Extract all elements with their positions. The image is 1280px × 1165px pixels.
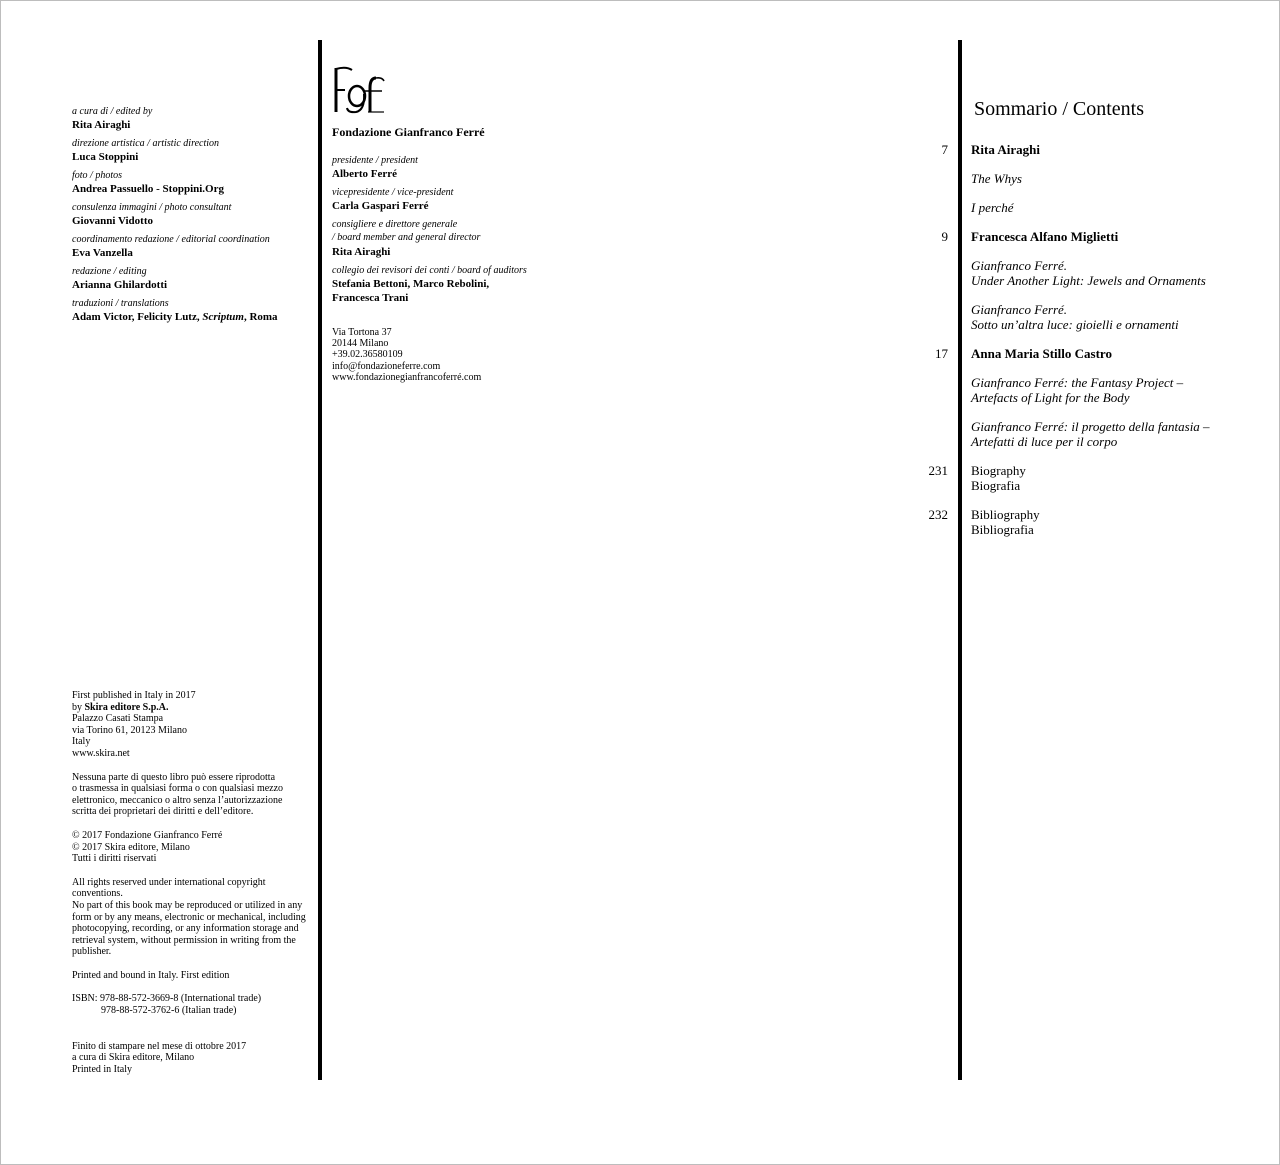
text-line: www.skira.net [72, 747, 130, 759]
credits-column [72, 106, 312, 330]
text-line: Finito di stampare nel mese di ottobre 2017 [72, 1040, 247, 1052]
credit-translations [72, 298, 312, 324]
credit-editorial-coordination [72, 234, 312, 260]
credit-role: foto / photos [72, 170, 123, 181]
toc-entry [900, 142, 1260, 215]
address-city: 20144 Milano [332, 338, 389, 350]
address-street: Via Tortona 37 [332, 327, 392, 338]
text-line: Palazzo Casati Stampa [72, 713, 164, 725]
credit-art-direction [72, 138, 312, 164]
text-line: o trasmessa in qualsiasi forma o con qualsiasi mezzo [72, 783, 284, 795]
board-name: Stefania Bettoni, Marco Rebolini, [332, 278, 490, 290]
credit-name: Luca Stoppini [72, 151, 139, 163]
rights-english [72, 877, 312, 958]
credit-role: a cura di / edited by [72, 106, 153, 117]
credit-role: coordinamento redazione / editorial coordination [72, 234, 270, 245]
toc-title-it: I perché [971, 200, 1014, 215]
toc-title-line: Artefatti di luce per il corpo [971, 434, 1118, 449]
table-of-contents [900, 142, 1260, 551]
toc-title-line: Artefacts of Light for the Body [971, 390, 1130, 405]
board-role: collegio dei revisori dei conti / board of auditors [332, 265, 527, 276]
copyright [72, 830, 312, 865]
toc-author: Rita Airaghi [971, 142, 1040, 157]
toc-entry [900, 346, 1260, 449]
text-part: by [72, 701, 85, 713]
credit-role: consulenza immagini / photo consultant [72, 202, 232, 213]
credit-photos [72, 170, 312, 196]
board-name: Francesca Trani [332, 292, 409, 304]
credit-name [72, 310, 312, 324]
toc-title-line: Gianfranco Ferré: the Fantasy Project – [971, 375, 1184, 390]
toc-title-line: Gianfranco Ferré. [971, 258, 1068, 273]
credit-editor [72, 106, 312, 132]
credit-role: redazione / editing [72, 266, 147, 277]
credit-name-part: Adam Victor, Felicity Lutz, [72, 311, 203, 323]
credit-name: Giovanni Vidotto [72, 215, 153, 227]
colophon [72, 1041, 312, 1076]
text-line: form or by any means, electronic or mechanical, including [72, 911, 306, 923]
toc-title-line: Sotto un’altra luce: gioielli e ornamenti [971, 317, 1179, 332]
toc-section [971, 507, 1260, 537]
toc-title-it [971, 419, 1260, 449]
text-line: © 2017 Fondazione Gianfranco Ferré [72, 829, 223, 841]
text-line [72, 702, 312, 714]
isbn [72, 993, 312, 1016]
credit-name-part: , Roma [243, 311, 278, 323]
toc-author: Francesca Alfano Miglietti [971, 229, 1119, 244]
credit-role: direzione artistica / artistic direction [72, 138, 220, 149]
toc-title-line: Gianfranco Ferré: il progetto della fantasia – [971, 419, 1210, 434]
text-line: publisher. [72, 946, 112, 958]
toc-section-line: Bibliography [971, 507, 1040, 522]
rights-italian [72, 772, 312, 818]
contents-title: Sommario / Contents [974, 98, 1144, 120]
text-line: conventions. [72, 888, 123, 900]
toc-entry [900, 507, 1260, 537]
text-line: All rights reserved under international copyright [72, 876, 266, 888]
credit-name: Eva Vanzella [72, 247, 133, 259]
toc-title-en [971, 258, 1260, 288]
toc-page-number: 7 [941, 142, 948, 157]
toc-title-it [971, 302, 1260, 332]
credit-name: Andrea Passuello - Stoppini.Org [72, 183, 224, 195]
credit-name-part: Scriptum [202, 311, 244, 323]
toc-section-line: Bibliografia [971, 522, 1034, 537]
toc-section-line: Biography [971, 463, 1026, 478]
toc-section-line: Biografia [971, 478, 1021, 493]
column-rule-left [318, 40, 322, 1080]
text-line: Nessuna parte di questo libro può essere riprodotta [72, 771, 276, 783]
text-line: © 2017 Skira editore, Milano [72, 841, 190, 853]
credit-editing [72, 266, 312, 292]
board-role: consigliere e direttore generale [332, 219, 458, 230]
foundation-board [332, 155, 582, 305]
foundation-name: Fondazione Gianfranco Ferré [332, 125, 485, 139]
toc-entry [900, 229, 1260, 332]
board-name: Rita Airaghi [332, 246, 391, 258]
toc-section [971, 463, 1260, 493]
credit-name: Arianna Ghilardotti [72, 279, 168, 291]
toc-title-en: The Whys [971, 171, 1022, 186]
board-name: Carla Gaspari Ferré [332, 200, 429, 212]
text-line: a cura di Skira editore, Milano [72, 1052, 195, 1064]
toc-page-number: 232 [928, 507, 948, 522]
board-auditors [332, 265, 582, 305]
text-line: Tutti i diritti riservati [72, 853, 157, 865]
publisher-name: Skira editore S.p.A. [84, 701, 169, 713]
address-phone: +39.02.36580109 [332, 349, 403, 361]
address-website: www.fondazionegianfrancoferré.com [332, 371, 482, 383]
credit-name: Rita Airaghi [72, 119, 131, 131]
text-line: via Torino 61, 20123 Milano [72, 724, 187, 736]
toc-page-number: 9 [941, 229, 948, 244]
foundation-column [332, 66, 582, 383]
foundation-logo [332, 66, 390, 116]
toc-author: Anna Maria Stillo Castro [971, 346, 1112, 361]
board-vice-president [332, 187, 582, 213]
board-role: / board member and general director [332, 232, 481, 243]
toc-title-line: Gianfranco Ferré. [971, 302, 1068, 317]
text-line: No part of this book may be reproduced or utilized in any [72, 899, 303, 911]
publisher-info [72, 690, 312, 760]
imprint-block [72, 690, 312, 1075]
text-line: retrieval system, without permission in writing from the [72, 934, 296, 946]
toc-title-line: Under Another Light: Jewels and Ornaments [971, 273, 1206, 288]
text-line: Printed and bound in Italy. First edition [72, 969, 230, 981]
text-line: 978-88-572-3762-6 (Italian trade) [101, 1005, 237, 1017]
toc-page-number: 17 [935, 346, 948, 361]
toc-title-en [971, 375, 1260, 405]
toc-page-number: 231 [928, 463, 948, 478]
board-role: vicepresidente / vice-president [332, 187, 454, 198]
credit-photo-consultant [72, 202, 312, 228]
board-role: presidente / president [332, 155, 418, 166]
address-email: info@fondazioneferre.com [332, 360, 441, 372]
printed-note [72, 970, 312, 982]
board-president [332, 155, 582, 181]
foundation-address [332, 327, 582, 383]
text-line: First published in Italy in 2017 [72, 690, 196, 701]
text-line: scritta dei proprietari dei diritti e dell’editore. [72, 806, 254, 818]
text-line: elettronico, meccanico o altro senza l’autorizzazione [72, 794, 283, 806]
text-line: Printed in Italy [72, 1063, 132, 1075]
board-general-director [332, 219, 582, 259]
credit-role: traduzioni / translations [72, 298, 169, 309]
board-name: Alberto Ferré [332, 168, 398, 180]
text-line: ISBN: 978-88-572-3669-8 (International trade) [72, 993, 262, 1005]
toc-entry [900, 463, 1260, 493]
text-line: photocopying, recording, or any information storage and [72, 923, 299, 935]
text-line: Italy [72, 736, 91, 748]
